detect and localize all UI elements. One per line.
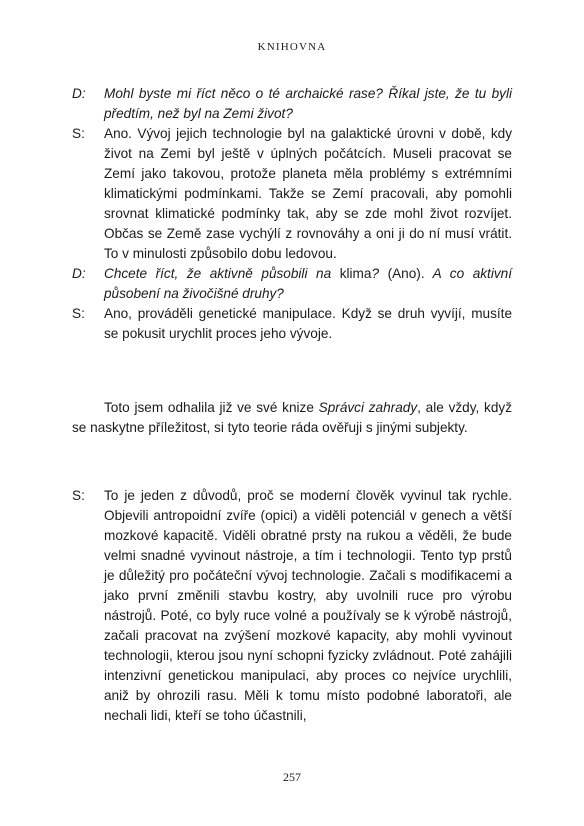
- page-number: 257: [283, 770, 301, 784]
- answer-text: Ano. Vývoj jejich technologie byl na galaktické úrovni v době, kdy život na Zemi byl ještě v úplných počátcích. Museli pracovat se Zemí jako takovou, protože planeta měla problémy s extrémními klimatickými podmínkami. Takže se Zemí pracovali, aby pomohli srovnat klimatické podmínky tak, aby se zde mohl život rozvíjet. Občas se Země zase vychýlí z rovnováhy a oni ji do ní musí vrátit. To v minulosti způsobilo dobu ledovou.: [104, 126, 512, 261]
- question-text: Mohl byste mi říct něco o té archaické rase? Říkal jste, že tu byli předtím, než byl na Zemi život?: [104, 86, 512, 121]
- dialogue-section-2: [72, 486, 512, 726]
- dialogue-answer: [72, 486, 512, 726]
- answer-text: To je jeden z důvodů, proč se moderní člověk vyvinul tak rychle. Objevili antropoidní zvíře (opici) a viděli potenciál v genech a větší mozkové kapacitě. Viděli obratné prsty na rukou a věděli, že bude velmi snadné vyvinout nástroje, a tím i technologii. Tento typ prstů je důležitý pro počáteční vývoj technologie. Začali s modifikacemi a jako první změnili stavbu kostry, aby uvolnili ruce pro výrobu nástrojů. Poté, co byly ruce volné a používaly se k výrobě nástrojů, začali pracovat na zvýšení mozkové kapacity, aby mohli vyvinout technologii, kterou jsou nyní schopni fyzicky zvládnout. Poté zahájili intenzivní genetickou manipulaci, aby proces co nejvíce urychlili, aniž by ohrozili rasu. Měli k tomu místo podobné laboratoři, ale nechali lidi, kteří se toho účastnili,: [104, 488, 512, 723]
- answer-text: Ano, prováděli genetické manipulace. Když se druh vyvíjí, musíte se pokusit urychlit proces jeho vývoje.: [104, 306, 512, 341]
- speaker-label: D:: [72, 86, 86, 101]
- inline-upright-text: (Ano).: [387, 266, 425, 281]
- inline-upright-text: klima: [339, 266, 372, 281]
- narration-paragraph: [72, 398, 512, 438]
- narration-text: , ale vždy, když se naskytne příležitost, si tyto teorie ráda ověřuji s jinými subjekty.: [72, 400, 512, 435]
- speaker-label: S:: [72, 306, 85, 321]
- dialogue-answer: [72, 124, 512, 264]
- dialogue-question: [72, 264, 512, 304]
- running-header: KNIHOVNA: [257, 41, 327, 53]
- dialogue-answer: [72, 304, 512, 344]
- book-title: Správci zahrady: [318, 400, 418, 415]
- speaker-label: S:: [72, 488, 85, 503]
- question-text-part: ?: [371, 266, 388, 281]
- speaker-label: D:: [72, 266, 86, 281]
- speaker-label: S:: [72, 126, 85, 141]
- question-text-part: Chcete říct, že aktivně působili na: [104, 266, 340, 281]
- narration-text: Toto jsem odhalila již ve své knize: [104, 400, 319, 415]
- dialogue-question: [72, 84, 512, 124]
- dialogue-section-1: [72, 84, 512, 344]
- question-text-part: A co aktivní působení na živočišné druhy?: [104, 266, 512, 301]
